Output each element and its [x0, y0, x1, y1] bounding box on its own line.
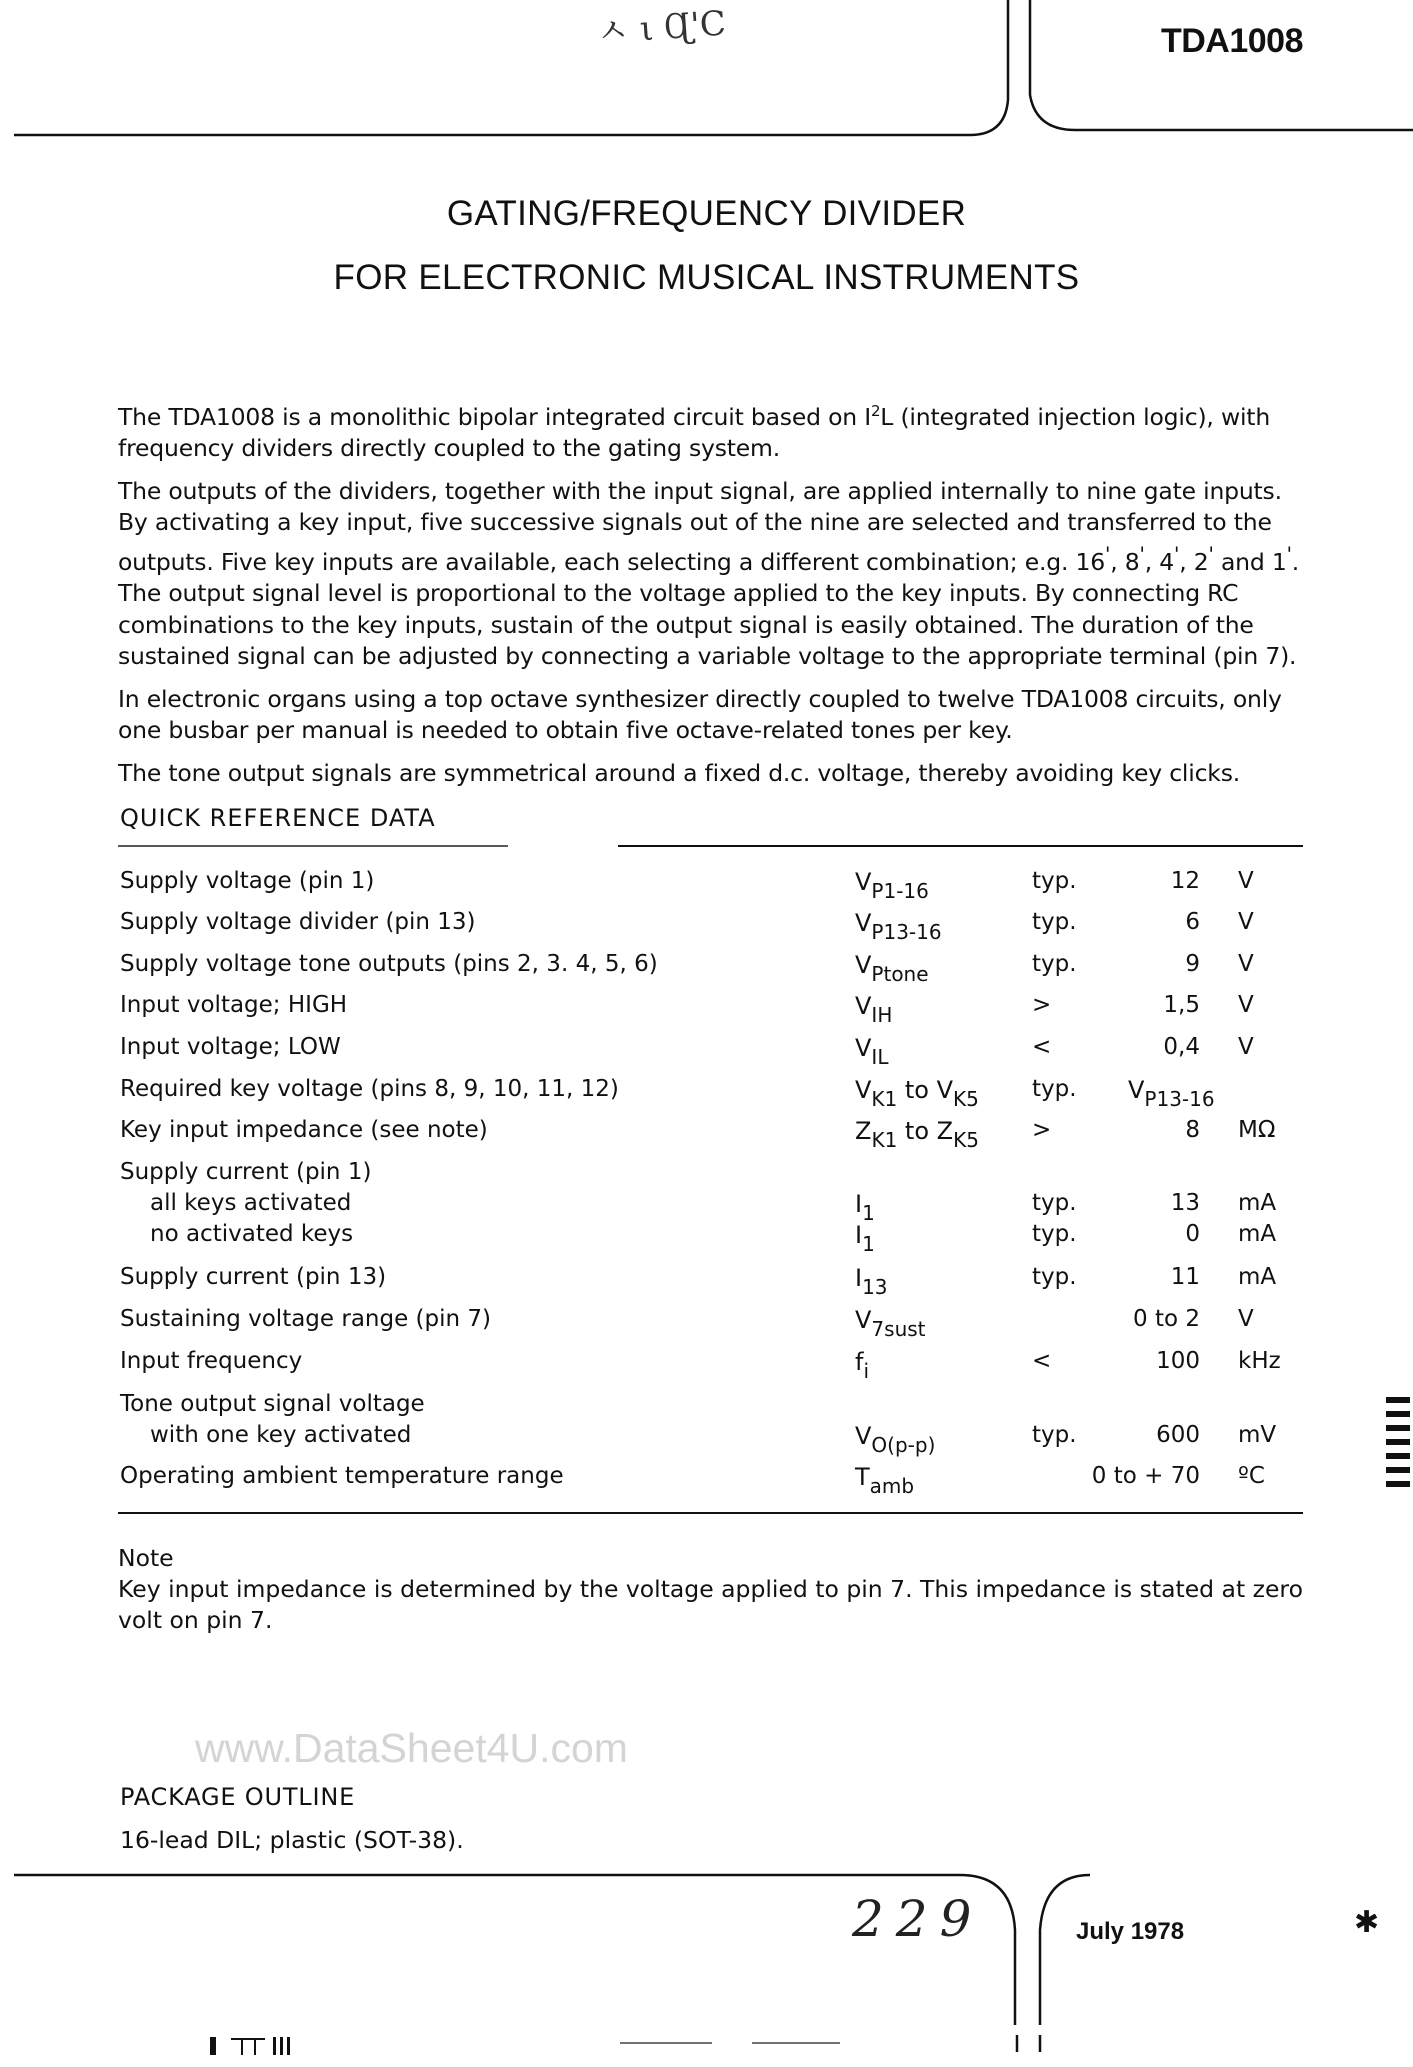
table-bottom-rule — [118, 1510, 1308, 1516]
quick-reference-title: QUICK REFERENCE DATA — [120, 804, 436, 832]
note-title: Note — [118, 1544, 174, 1572]
table-row: Supply current (pin 13) $I_{13}$ typ. 11 mA — [120, 1264, 1277, 1299]
description-p4: The tone output signals are symmetrical around a fixed d.c. voltage, thereby avoiding key clicks. — [118, 758, 1241, 787]
section-tab-marker — [1386, 1397, 1413, 1497]
table-row: Sustaining voltage range (pin 7) $V_{7sust}$ 0 to 2 V — [120, 1306, 1254, 1341]
publication-date: July 1978 — [1076, 1918, 1185, 1945]
page-title-line1: GATING/FREQUENCY DIVIDER — [446, 194, 967, 233]
description-p1: The TDA1008 is a monolithic bipolar integrated circuit based on $I^2L$ (integrated injection logic), with frequency dividers directly coupled to the gating system. — [118, 402, 1271, 463]
handwritten-note: ㅅ ι Ɋ'C — [595, 3, 728, 53]
table-row: Tone output signal voltage with one key activated $V_{O(p-p)}$ typ. 600 mV — [120, 1391, 1277, 1457]
page-title-line2: FOR ELECTRONIC MUSICAL INSTRUMENTS — [333, 258, 1080, 297]
watermark: www.DataSheet4U.com — [195, 1725, 628, 1771]
table-top-rule — [118, 843, 1308, 851]
table-row: Key input impedance (see note) $Z_{K1}$ to $Z_{K5}$ > 8 MΩ — [120, 1117, 1276, 1152]
description-p2: The outputs of the dividers, together with the input signal, are applied internally to nine gate inputs. By activating a key input, five successive signals out of the nine are selected and transferred to the outputs. Five key inputs are available, each selecting a different combination; e.g. 16', 8', 4', 2' and 1'. The output signal level is proportional to the voltage applied to the key inputs. By connecting RC combinations to the key inputs, sustain of the output signal is easily obtained. The duration of the sustained signal can be adjusted by connecting a variable voltage to the appropriate terminal (pin 7). — [118, 476, 1300, 671]
asterisk-mark: ✱ — [1354, 1906, 1380, 1939]
table-row: Supply voltage (pin 1) $V_{P1-16}$ typ. 12 V — [120, 868, 1254, 903]
page-number: 229 — [852, 1890, 984, 1948]
bottom-registration-mark — [205, 2035, 325, 2057]
table-row: Supply voltage divider (pin 13) $V_{P13-16}$ typ. 6 V — [120, 909, 1254, 944]
note-text: Key input impedance is determined by the voltage applied to pin 7. This impedance is stated at zero volt on pin 7. — [118, 1575, 1303, 1634]
table-row: Operating ambient temperature range $T_{amb}$ 0 to + 70 ºC — [120, 1463, 1265, 1498]
table-row: Supply current (pin 1) all keys activated $I_1$ typ. 13 mA no activated keys $I_1$ typ. 0 mA — [120, 1159, 1277, 1256]
table-row: Input voltage; HIGH $V_{IH}$ > 1,5 V — [120, 992, 1254, 1027]
description-p3: In electronic organs using a top octave synthesizer directly coupled to twelve TDA1008 circuits, only one busbar per manual is needed to obtain five octave-related tones per key. — [118, 684, 1282, 745]
table-row: Supply voltage tone outputs (pins 2, 3. 4, 5, 6) $V_{Ptone}$ typ. 9 V — [120, 951, 1254, 986]
description — [118, 396, 1303, 800]
package-outline-title: PACKAGE OUTLINE — [120, 1783, 356, 1811]
table-row: Input voltage; LOW $V_{IL}$ < 0,4 V — [120, 1034, 1254, 1069]
table-row: Required key voltage (pins 8, 9, 10, 11, 12) $V_{K1}$ to $V_{K5}$ typ. $V_{P13-16}$ — [120, 1076, 1215, 1111]
package-outline-text: 16-lead DIL; plastic (SOT-38). — [120, 1826, 464, 1854]
table-row: Input frequency $f_i$ < 100 kHz — [120, 1348, 1281, 1383]
part-number: TDA1008 — [1160, 22, 1303, 60]
table-note — [118, 1543, 1318, 1636]
